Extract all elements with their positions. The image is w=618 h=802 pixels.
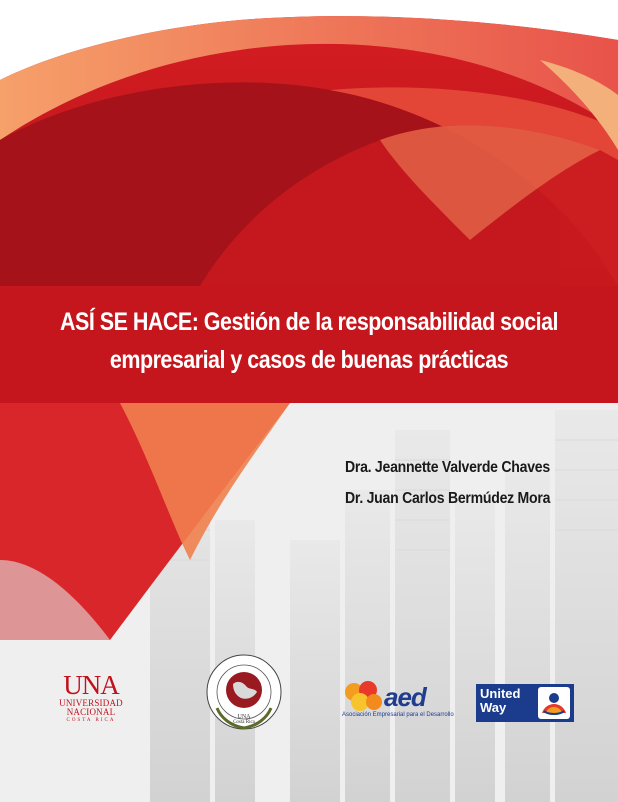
united-way-line2: Way [480,700,507,715]
aed-subtitle: Asociación Empresarial para el Desarrollo [342,712,454,718]
una-logo-wordmark: UNA [63,670,119,700]
title-band [0,286,618,403]
united-way-line1: United [480,686,521,701]
book-title-line-1: ASÍ SE HACE: Gestión de la responsabilidad social [59,308,559,336]
aed-flower-icon [342,680,384,712]
united-way-logo [476,684,574,722]
author-2: Dr. Juan Carlos Bermúdez Mora [344,490,550,507]
una-logo-line3: NACIONAL [66,707,116,717]
seal-center-text: UNA [237,714,251,720]
una-logo-line4: COSTA RICA [66,718,116,723]
united-way-hand-icon [538,687,570,719]
aed-logo [342,680,458,722]
seal-sub-text: Costa Rica [233,720,255,725]
book-title-line-2: empresarial y casos de buenas prácticas [109,346,509,374]
aed-wordmark: aed [384,682,426,712]
una-logo [52,672,130,742]
una-logo-line2: UNIVERSIDAD [59,698,123,708]
author-1: Dra. Jeannette Valverde Chaves [345,459,550,476]
escuela-seal-logo [203,652,285,736]
united-way-wordmark [480,687,536,715]
